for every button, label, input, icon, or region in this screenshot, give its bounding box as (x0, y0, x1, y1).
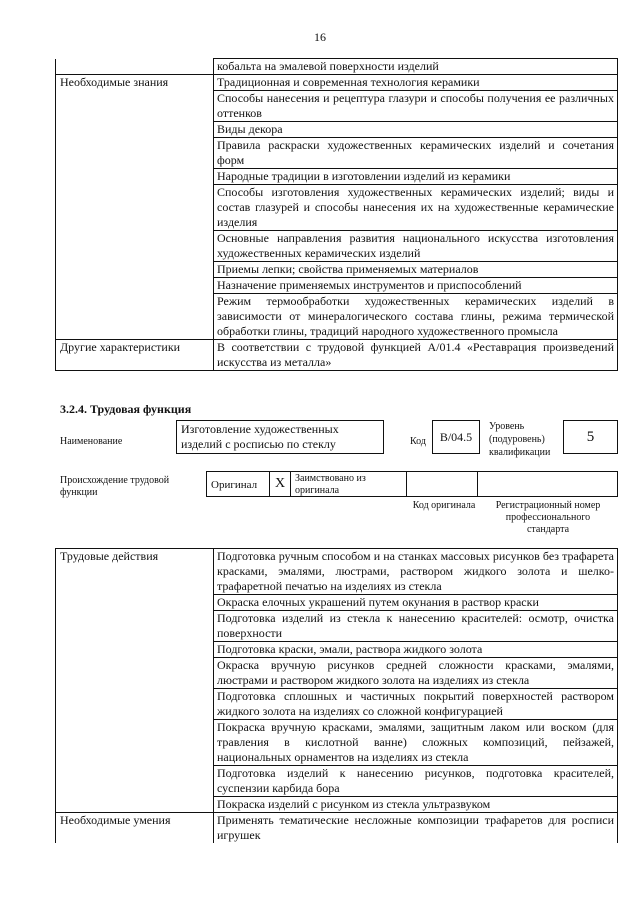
section-title: 3.2.4. Трудовая функция (60, 402, 192, 416)
table-row (56, 813, 618, 844)
knowledge-item: Режим термообработки художественных керамических изделий в зависимости от минералогического состава глины, режима термической обработки глины, традиций народного художественного промысла (214, 294, 618, 340)
knowledge-item: Способы изготовления художественных керамических изделий; виды и состав глазурей и способы нанесения их на художественные керамические изделия (214, 185, 618, 231)
knowledge-table (55, 58, 618, 371)
borrowed-label-cell: Заимствовано из оригинала (290, 471, 407, 497)
origin-row (206, 471, 618, 497)
knowledge-item: Традиционная и современная технология керамики (214, 75, 618, 91)
knowledge-item: Основные направления развития национального искусства изготовления художественных керамических изделий (214, 231, 618, 262)
skills-label: Необходимые умения (56, 813, 214, 844)
table-row (56, 340, 618, 371)
origin-label: Происхождение трудовой функции (60, 475, 170, 498)
action-item: Подготовка изделий из стекла к нанесению красителей: осмотр, очистка поверхности (214, 611, 618, 642)
table-row (56, 59, 618, 75)
knowledge-item: Приемы лепки; свойства применяемых материалов (214, 262, 618, 278)
knowledge-item: Назначение применяемых инструментов и приспособлений (214, 278, 618, 294)
other-characteristics-label: Другие характеристики (56, 340, 214, 371)
knowledge-item: Правила раскраски художественных керамических изделий и сочетания форм (214, 138, 618, 169)
skill-item: Применять тематические несложные композиции трафаретов для росписи игрушек (214, 813, 618, 844)
qualification-level-box: 5 (563, 420, 618, 454)
registration-number-label: Регистрационный номер профессионального стандарта (495, 500, 601, 535)
original-label-cell: Оригинал (206, 471, 270, 497)
page-number: 16 (314, 30, 326, 44)
actions-table (55, 548, 618, 843)
knowledge-item: Способы нанесения и рецептура глазури и способы получения ее различных оттенков (214, 91, 618, 122)
code-original-label: Код оригинала (412, 500, 476, 511)
original-mark-cell: X (269, 471, 291, 497)
action-item: Окраска елочных украшений путем окунания в раствор краски (214, 595, 618, 611)
knowledge-item: Народные традиции в изготовлении изделий из керамики (214, 169, 618, 185)
empty-label-cell (56, 59, 214, 75)
action-item: Окраска вручную рисунков средней сложности красками, эмалями, люстрами и раствором жидкого золота на изделиях из стекла (214, 658, 618, 689)
other-characteristics-value: В соответствии с трудовой функцией A/01.4 «Реставрация произведений искусства из металла» (214, 340, 618, 371)
qualification-level-label: Уровень (подуровень) квалификации (489, 421, 551, 458)
knowledge-item: Виды декора (214, 122, 618, 138)
continuation-cell: кобальта на эмалевой поверхности изделий (214, 59, 618, 75)
action-item: Подготовка краски, эмали, раствора жидкого золота (214, 642, 618, 658)
knowledge-label: Необходимые знания (56, 75, 214, 340)
action-item: Подготовка сплошных и частичных покрытий поверхностей раствором жидкого золота на изделиях со сложной конфигурацией (214, 689, 618, 720)
actions-label: Трудовые действия (56, 549, 214, 813)
table-row (56, 75, 618, 91)
code-original-cell (406, 471, 478, 497)
name-label: Наименование (60, 436, 123, 447)
action-item: Подготовка ручным способом и на станках массовых рисунков без трафарета красками, эмалями, люстрами, раствором жидкого золота и шелко-трафаретной печатью на изделиях из стекла (214, 549, 618, 595)
action-item: Покраска вручную красками, эмалями, защитным лаком или воском (для травления в кислотной ванне) сложных композиций, пейзажей, национальных орнаментов на изделиях из стекла (214, 720, 618, 766)
action-item: Подготовка изделий к нанесению рисунков, подготовка красителей, суспензии карбида бора (214, 766, 618, 797)
code-label: Код (410, 436, 426, 447)
function-name-box: Изготовление художественных изделий с росписью по стеклу (176, 420, 384, 454)
function-code-box: B/04.5 (432, 420, 480, 454)
action-item: Покраска изделий с рисунком из стекла ультразвуком (214, 797, 618, 813)
table-row (56, 549, 618, 595)
reg-number-cell (477, 471, 618, 497)
